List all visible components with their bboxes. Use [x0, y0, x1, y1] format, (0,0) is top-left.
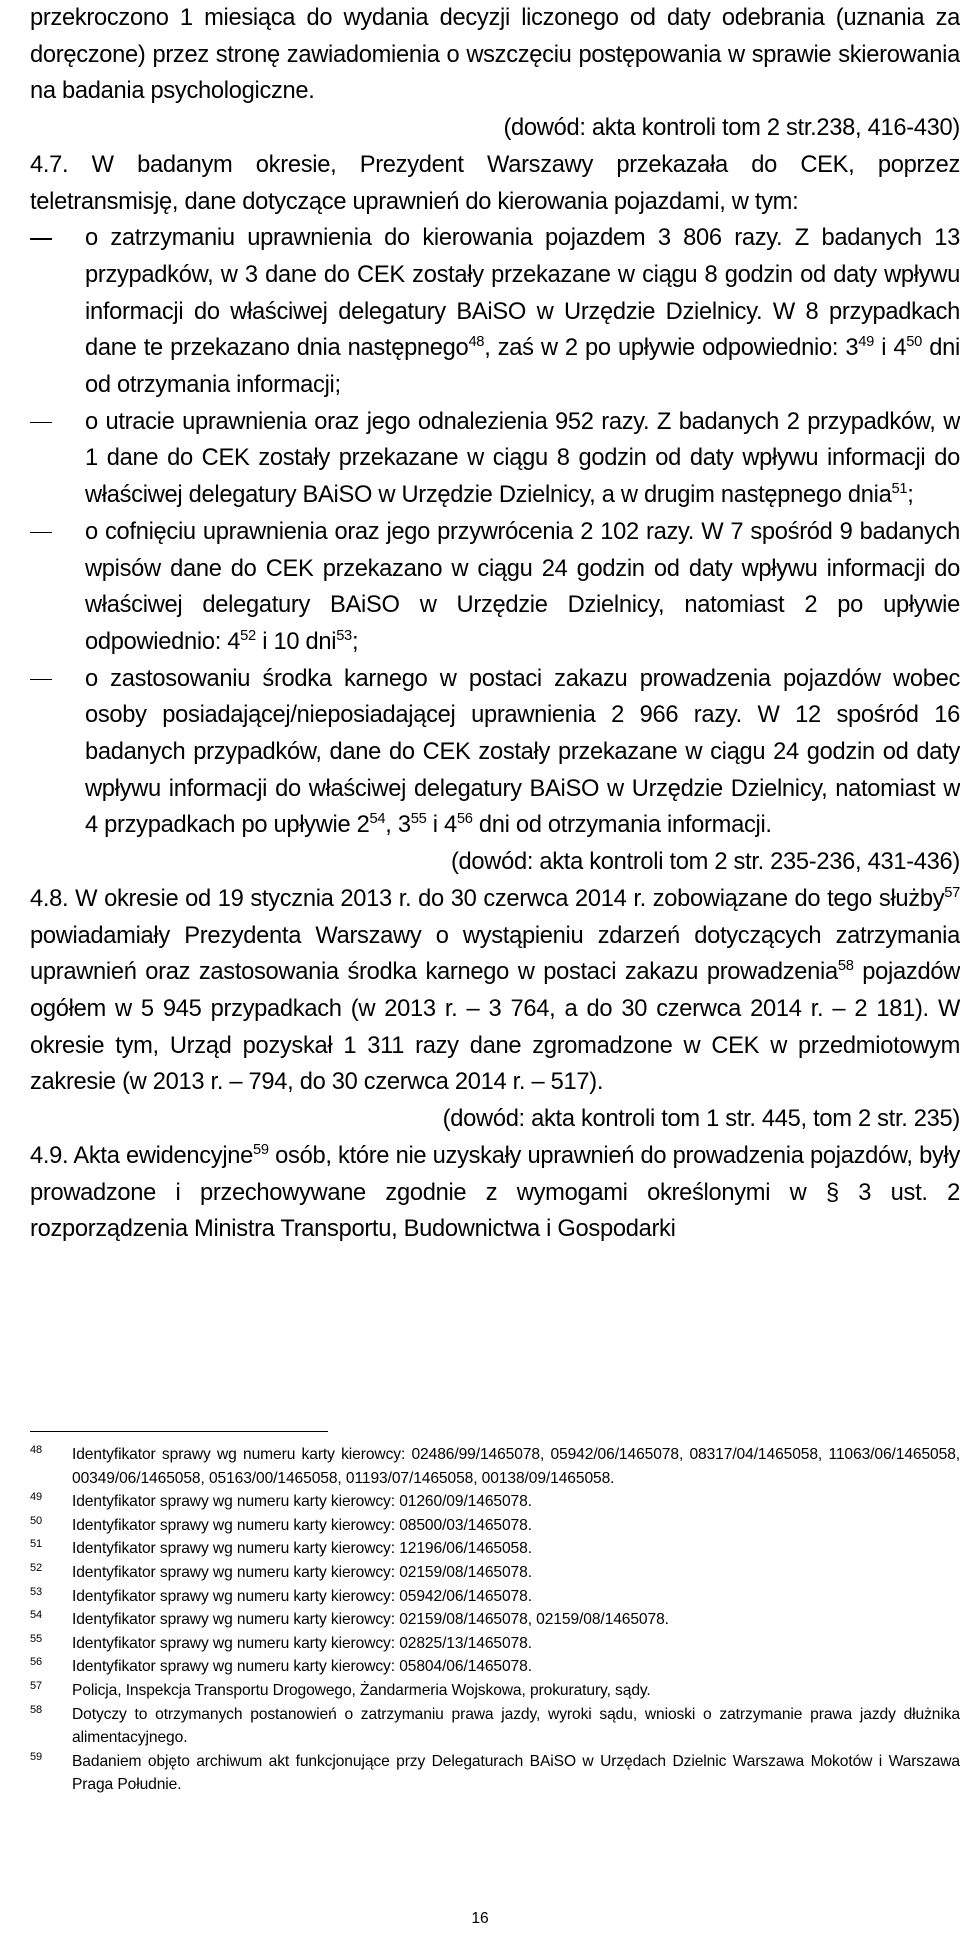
- footnote-text: Identyfikator sprawy wg numeru karty kierowcy: 05942/06/1465078.: [72, 1587, 532, 1605]
- footnote-separator: [30, 1431, 328, 1432]
- document-body: [30, 0, 960, 1248]
- bullet-text: , zaś w 2 po upływie odpowiednio: 3: [484, 335, 859, 362]
- bullet-item-4: [30, 661, 960, 845]
- footnote-ref[interactable]: 51: [891, 481, 908, 498]
- footnote-ref[interactable]: 54: [369, 811, 386, 828]
- footnote-48: [30, 1443, 960, 1490]
- footnote-number: 59: [30, 1750, 43, 1763]
- footnote-ref[interactable]: 55: [410, 811, 427, 828]
- footnote-ref[interactable]: 48: [468, 334, 485, 351]
- section-4-7-text: W badanym okresie, Prezydent Warszawy przekazała do CEK, poprzez teletransmisję, dane dotyczące uprawnień do kierowania pojazdami, w tym:: [30, 151, 960, 215]
- footnote-ref[interactable]: 50: [906, 334, 923, 351]
- footnote-52: [30, 1561, 960, 1585]
- footnotes: [30, 1443, 960, 1797]
- bullet-text: ;: [907, 482, 914, 509]
- intro-text: przekroczono 1 miesiąca do wydania decyzji liczonego od daty odebrania (uznania za doręczone) przez stronę zawiadomienia o wszczęciu postępowania w sprawie skierowania na badania psychologiczne.: [30, 5, 960, 105]
- page-number: 16: [471, 1910, 489, 1927]
- footnote-53: [30, 1585, 960, 1609]
- intro-paragraph: [30, 0, 960, 110]
- section-4-8: [30, 881, 960, 1101]
- footnote-number: 55: [30, 1632, 43, 1645]
- bullet-text: i 4: [426, 812, 457, 839]
- footnote-57: [30, 1679, 960, 1703]
- bullet-text: o zastosowaniu środka karnego w postaci zakazu prowadzenia pojazdów wobec osoby posiadającej/nieposiadającej uprawnienia 2 966 razy. W 12 spośród 16 badanych przypadków, dane do CEK zostały przekazane w ciągu 24 godzin od daty wpływu informacji do właściwej delegatury BAiSO w Urzędzie Dzielnicy, natomiast w 4 przypadkach po upływie 2: [85, 665, 960, 839]
- footnote-number: 56: [30, 1656, 43, 1669]
- section-4-8-text: pojazdów ogółem w 5 945 przypadkach (w 2013 r. – 3 764, a do 30 czerwca 2014 r. – 2 181). W okresie tym, Urząd pozyskał 1 311 razy dane zgromadzone w CEK w przedmiotowym zakresie (w 2013 r. – 794, do 30 czerwca 2014 r. – 517).: [30, 959, 960, 1096]
- footnote-text: Identyfikator sprawy wg numeru karty kierowcy: 02486/99/1465078, 05942/06/1465078, 08317/04/1465058, 11063/06/1465058, 00349/06/1465058, 05163/00/1465058, 01193/07/1465058, 00138/09/1465058.: [72, 1446, 960, 1487]
- bullet-text: dni od otrzymania informacji;: [85, 335, 960, 399]
- bullet-text: o cofnięciu uprawnienia oraz jego przywrócenia 2 102 razy. W 7 spośród 9 badanych wpisów dane do CEK przekazano w ciągu 24 godzin od daty wpływu informacji do właściwej delegatury BAiSO w Urzędzie Dzielnicy, natomiast 2 po upływie odpowiednio: 4: [85, 518, 960, 655]
- footnote-ref[interactable]: 56: [456, 811, 473, 828]
- footnote-58: [30, 1703, 960, 1750]
- section-4-8-text: 4.8. W okresie od 19 stycznia 2013 r. do 30 czerwca 2014 r. zobowiązane do tego służby: [30, 885, 945, 912]
- bullet-item-3: [30, 514, 960, 661]
- section-4-7: [30, 147, 960, 220]
- footnote-number: 49: [30, 1491, 43, 1504]
- bullet-text: i 4: [874, 335, 907, 362]
- footnote-text: Identyfikator sprawy wg numeru karty kierowcy: 01260/09/1465078.: [72, 1493, 532, 1511]
- bullet-item-1: [30, 220, 960, 404]
- footnote-text: Identyfikator sprawy wg numeru karty kierowcy: 02159/08/1465078, 02159/08/1465078.: [72, 1611, 669, 1629]
- footnote-number: 57: [30, 1679, 43, 1692]
- footnote-49: [30, 1490, 960, 1514]
- footnote-number: 54: [30, 1609, 43, 1622]
- bullet-text: ;: [351, 628, 359, 655]
- footnote-text: Dotyczy to otrzymanych postanowień o zatrzymaniu prawa jazdy, wyroki sądu, wnioski o zatrzymanie prawa jazdy dłużnika alimentacyjnego.: [72, 1705, 960, 1747]
- footnote-54: [30, 1608, 960, 1632]
- footnote-51: [30, 1537, 960, 1561]
- footnote-55: [30, 1632, 960, 1656]
- footnote-text: Identyfikator sprawy wg numeru karty kierowcy: 08500/03/1465078.: [72, 1516, 532, 1534]
- footnote-ref[interactable]: 49: [858, 334, 874, 351]
- footnote-text: Badaniem objęto archiwum akt funkcjonujące przy Delegaturach BAiSO w Urzędach Dzielnic Warszawa Mokotów i Warszawa Praga Południe.: [72, 1752, 960, 1794]
- footnote-number: 50: [30, 1514, 43, 1527]
- footnote-text: Policja, Inspekcja Transportu Drogowego, Żandarmeria Wojskowa, prokuratury, sądy.: [72, 1681, 651, 1699]
- footnote-ref[interactable]: 58: [837, 958, 854, 975]
- bullet-text: o zatrzymaniu uprawnienia do kierowania pojazdem 3 806 razy. Z badanych 13 przypadków, w 3 dane do CEK zostały przekazane w ciągu 8 godzin od daty wpływu informacji do właściwej delegatury BAiSO w Urzędzie Dzielnicy. W 8 przypadkach dane te przekazano dnia następnego: [85, 225, 960, 362]
- bullet-text: dni od otrzymania informacji.: [472, 812, 772, 839]
- footnote-number: 52: [30, 1561, 43, 1574]
- footnote-number: 58: [30, 1703, 43, 1716]
- section-4-8-evidence: (dowód: akta kontroli tom 1 str. 445, tom 2 str. 235): [442, 1106, 960, 1133]
- footnote-ref[interactable]: 59: [253, 1141, 269, 1158]
- section-4-9: [30, 1138, 960, 1248]
- bullet-text: , 3: [385, 812, 411, 839]
- intro-evidence: (dowód: akta kontroli tom 2 str.238, 416-430): [503, 115, 960, 142]
- footnote-59: [30, 1750, 960, 1797]
- footnote-text: Identyfikator sprawy wg numeru karty kierowcy: 02825/13/1465078.: [72, 1634, 532, 1652]
- footnote-number: 53: [30, 1585, 43, 1598]
- section-4-7-evidence: (dowód: akta kontroli tom 2 str. 235-236, 431-436): [450, 849, 960, 876]
- footnote-text: Identyfikator sprawy wg numeru karty kierowcy: 12196/06/1465058.: [72, 1540, 532, 1558]
- bullet-item-2: [30, 404, 960, 514]
- bullet-text: i 10 dni: [255, 628, 337, 655]
- footnote-text: Identyfikator sprawy wg numeru karty kierowcy: 05804/06/1465078.: [72, 1658, 532, 1676]
- footnote-56: [30, 1655, 960, 1679]
- section-4-8-text: powiadamiały Prezydenta Warszawy o wystąpieniu zdarzeń dotyczących zatrzymania uprawnień oraz zastosowania środka karnego w postaci zakazu prowadzenia: [30, 922, 960, 986]
- footnote-ref[interactable]: 52: [240, 627, 256, 644]
- footnote-text: Identyfikator sprawy wg numeru karty kierowcy: 02159/08/1465078.: [72, 1563, 532, 1581]
- footnote-number: 48: [30, 1444, 43, 1456]
- footnote-number: 51: [30, 1538, 43, 1551]
- section-4-9-text: 4.9. Akta ewidencyjne: [30, 1142, 254, 1169]
- section-number: 4.7.: [30, 151, 69, 178]
- footnote-ref[interactable]: 57: [944, 884, 960, 901]
- footnote-50: [30, 1514, 960, 1538]
- footnote-ref[interactable]: 53: [336, 627, 352, 644]
- bullet-text: o utracie uprawnienia oraz jego odnalezienia 952 razy. Z badanych 2 przypadków, w 1 dane do CEK zostały przekazane w ciągu 8 godzin od daty wpływu informacji do właściwej delegatury BAiSO w Urzędzie Dzielnicy, a w drugim następnego dnia: [85, 408, 960, 509]
- section-4-9-text: osób, które nie uzyskały uprawnień do prowadzenia pojazdów, były prowadzone i przechowywane zgodnie z wymogami określonymi w § 3 ust. 2 rozporządzenia Ministra Transportu, Budownictwa i Gospodarki: [30, 1142, 960, 1243]
